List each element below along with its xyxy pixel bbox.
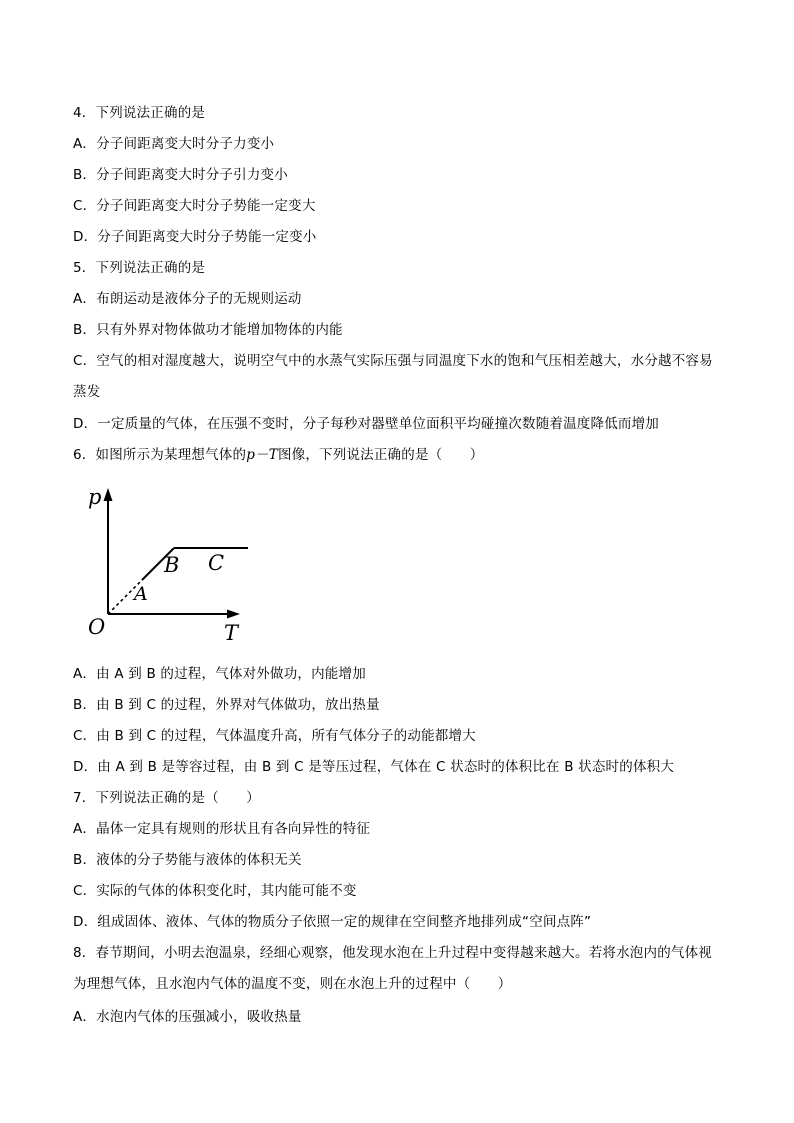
question-5-stem: 5．下列说法正确的是 bbox=[73, 260, 206, 276]
point-b-label: B bbox=[164, 553, 180, 577]
question-5-option-b: B．只有外界对物体做功才能增加物体的内能 bbox=[73, 322, 343, 338]
question-8-option-a: A．水泡内气体的压强减小，吸收热量 bbox=[73, 1009, 302, 1025]
question-4-option-d: D．分子间距离变大时分子势能一定变小 bbox=[73, 229, 317, 245]
question-7-option-a: A．晶体一定具有规则的形状且有各向异性的特征 bbox=[73, 821, 371, 837]
p-t-graph bbox=[84, 484, 254, 644]
question-6-option-b: B．由 B 到 C 的过程，外界对气体做功，放出热量 bbox=[73, 697, 380, 713]
t-axis-label: T bbox=[224, 621, 239, 644]
question-6-stem-math: p－T bbox=[246, 447, 278, 463]
question-6-option-c: C．由 B 到 C 的过程，气体温度升高，所有气体分子的动能都增大 bbox=[73, 728, 476, 744]
question-7-option-d: D．组成固体、液体、气体的物质分子依照一定的规律在空间整齐地排列成“空间点阵” bbox=[73, 914, 592, 930]
t-axis-arrow-icon bbox=[227, 610, 240, 619]
question-6-stem-prefix: 6．如图所示为某理想气体的 bbox=[73, 447, 247, 463]
question-4-stem: 4．下列说法正确的是 bbox=[73, 105, 206, 121]
question-7-stem: 7．下列说法正确的是（ ） bbox=[73, 790, 260, 806]
p-axis-label: p bbox=[88, 485, 102, 509]
question-7-option-b: B．液体的分子势能与液体的体积无关 bbox=[73, 852, 302, 868]
question-6-option-a: A．由 A 到 B 的过程，气体对外做功，内能增加 bbox=[73, 666, 366, 682]
question-7-option-c: C．实际的气体的体积变化时，其内能可能不变 bbox=[73, 883, 357, 899]
question-5-option-a: A．布朗运动是液体分子的无规则运动 bbox=[73, 291, 302, 307]
question-6-option-d: D．由 A 到 B 是等容过程，由 B 到 C 是等压过程，气体在 C 状态时的体积比在 B 状态时的体积大 bbox=[73, 759, 675, 775]
origin-label: O bbox=[88, 615, 106, 639]
question-4-option-a: A．分子间距离变大时分子力变小 bbox=[73, 136, 275, 152]
question-8-stem: 8．春节期间，小明去泡温泉，经细心观察，他发现水泡在上升过程中变得越来越大。若将水泡内的气体视为理想气体，且水泡内气体的温度不变，则在水泡上升的过程中（ ） bbox=[73, 945, 712, 992]
question-6-stem bbox=[73, 445, 723, 465]
question-5-option-c: C．空气的相对湿度越大，说明空气中的水蒸气实际压强与同温度下水的饱和气压相差越大，水分越不容易蒸发 bbox=[73, 353, 713, 400]
question-4-option-c: C．分子间距离变大时分子势能一定变大 bbox=[73, 198, 316, 214]
point-c-label: C bbox=[208, 551, 225, 575]
question-6-stem-suffix: 图像，下列说法正确的是（ ） bbox=[277, 447, 484, 463]
question-4-option-b: B．分子间距离变大时分子引力变小 bbox=[73, 167, 288, 183]
question-5-option-d: D．一定质量的气体，在压强不变时，分子每秒对器壁单位面积平均碰撞次数随着温度降低而增加 bbox=[73, 416, 659, 432]
point-a-label: A bbox=[134, 583, 148, 605]
p-axis-arrow-icon bbox=[104, 488, 113, 501]
